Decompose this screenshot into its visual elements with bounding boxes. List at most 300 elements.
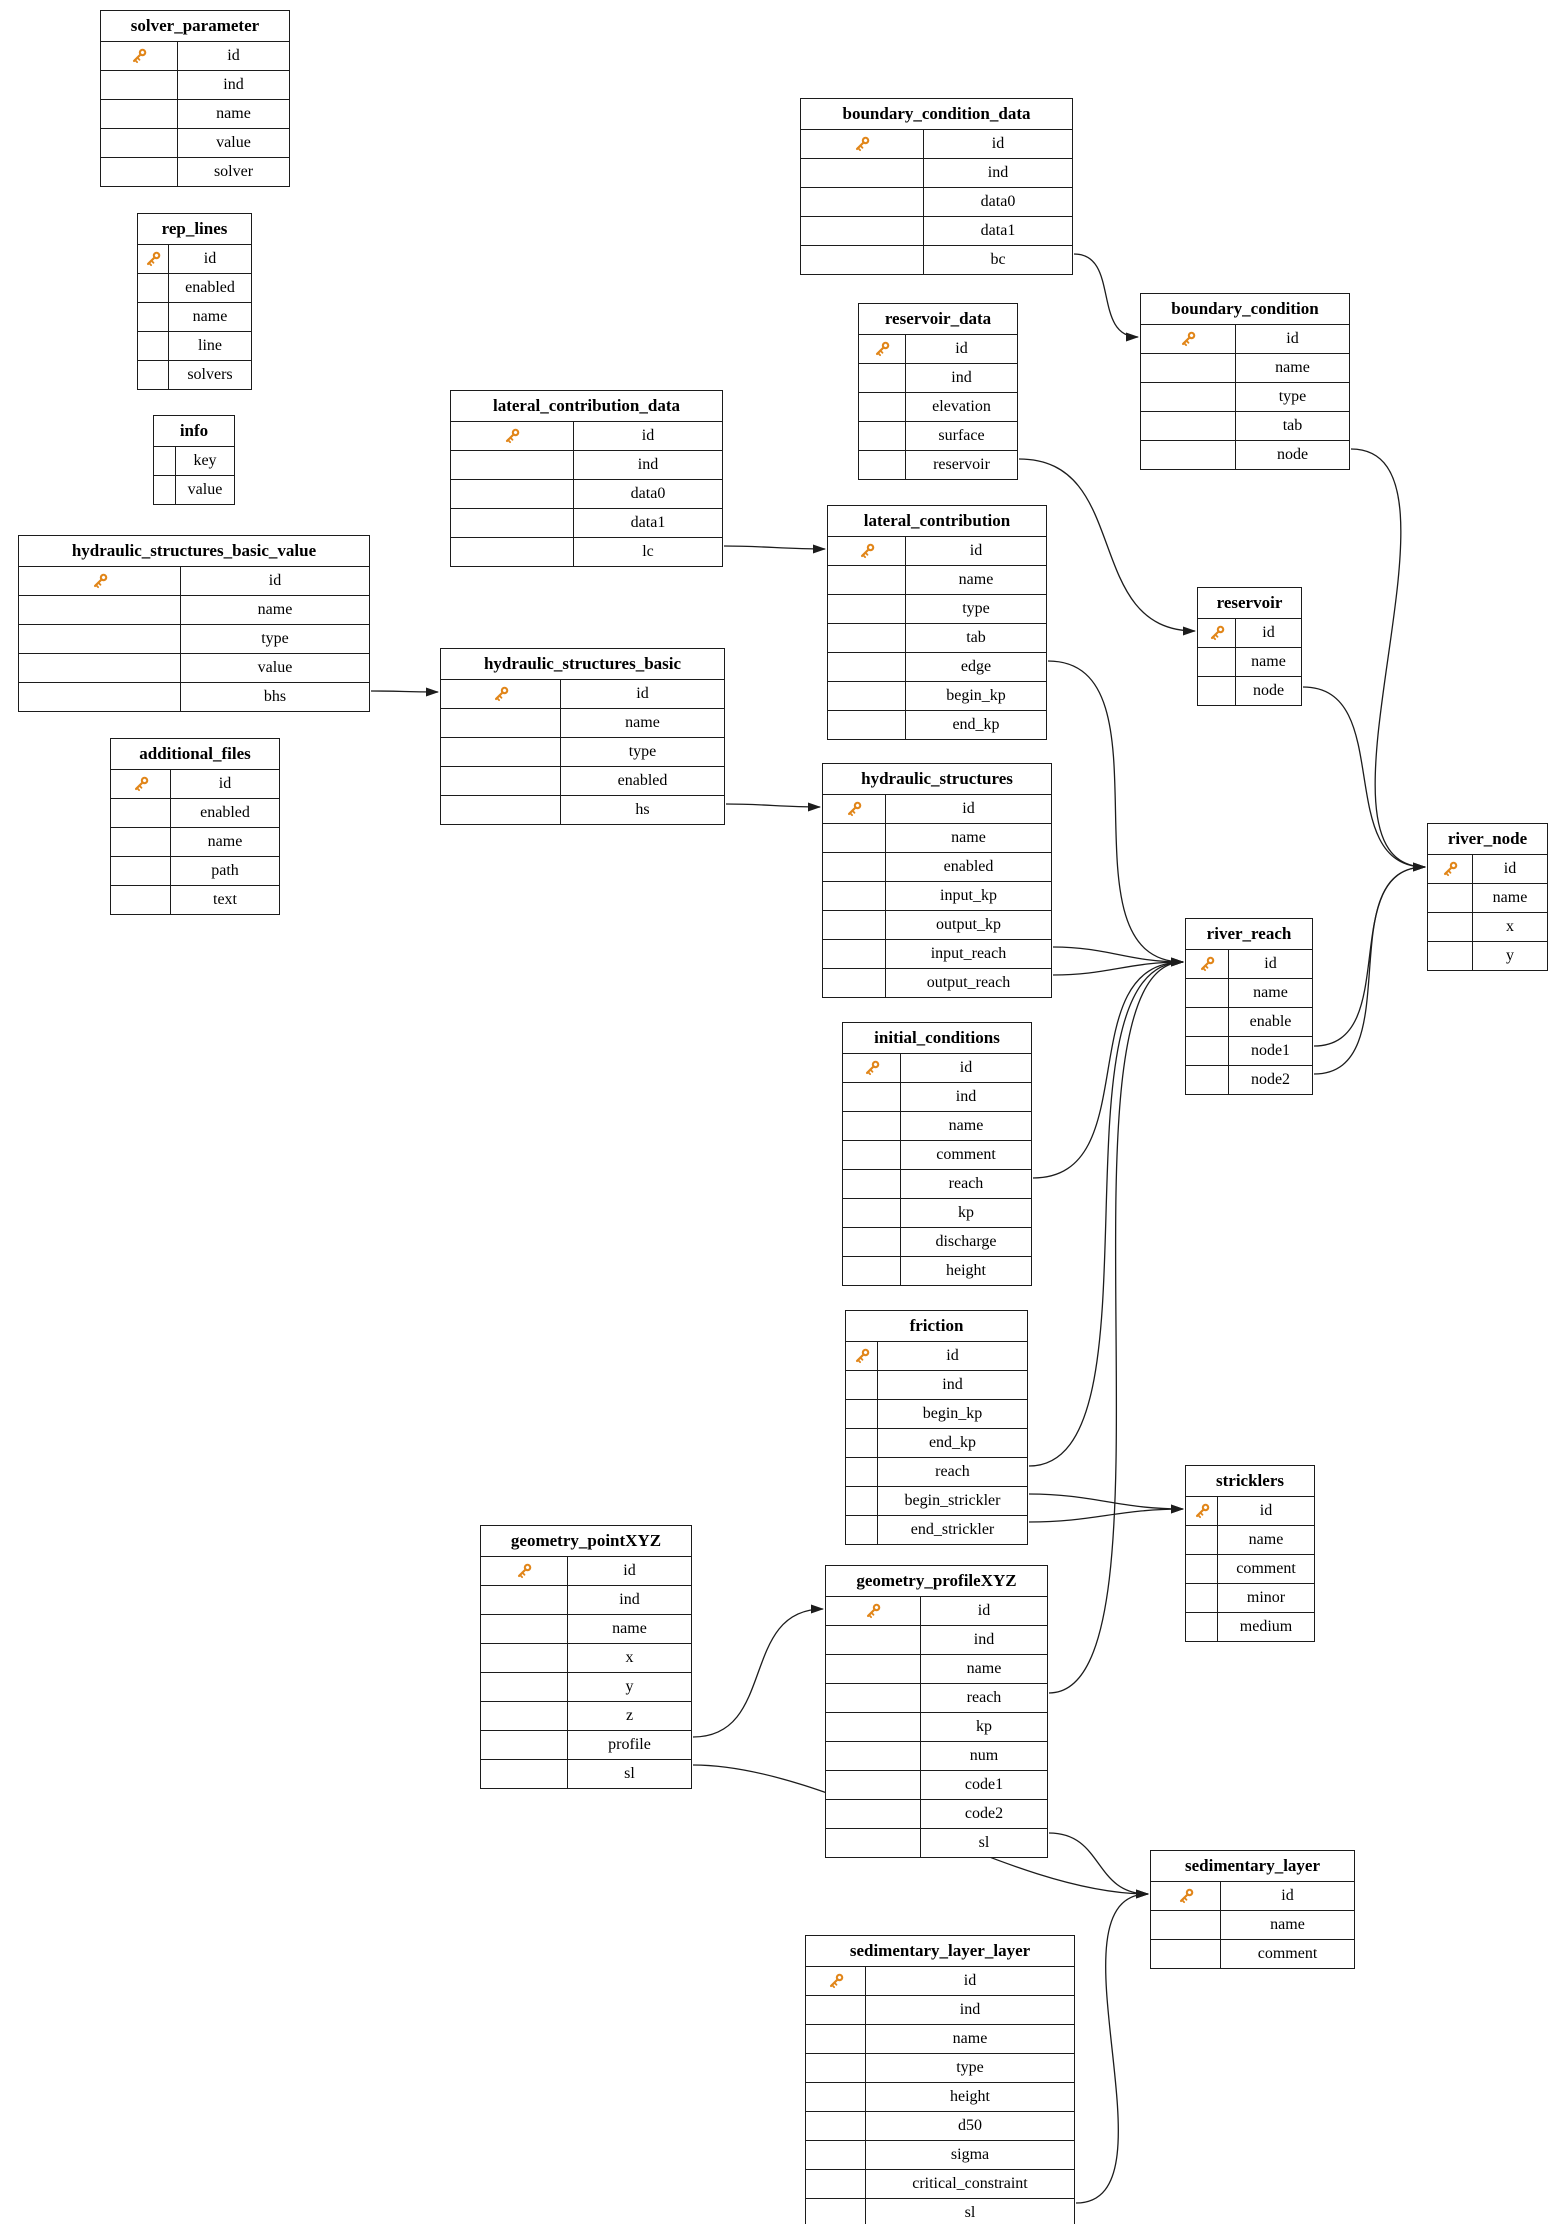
- key-cell-empty: [826, 1771, 921, 1799]
- key-cell-empty: [154, 476, 176, 504]
- column-initial_conditions-height: height: [946, 1262, 986, 1279]
- table-lateral_contribution: [827, 505, 1047, 740]
- key-cell-empty: [111, 886, 171, 914]
- column-geometry_profileXYZ-id: id: [977, 1602, 991, 1619]
- key-cell-empty: [138, 361, 169, 389]
- table-row: [826, 1684, 1047, 1713]
- table-row: [843, 1228, 1031, 1257]
- table-title-reservoir_data: reservoir_data: [859, 304, 1017, 335]
- key-cell-empty: [846, 1429, 878, 1457]
- column-reservoir_data-elevation: elevation: [932, 398, 991, 415]
- column-sedimentary_layer-name: name: [1270, 1916, 1305, 1933]
- column-hydraulic_structures_basic_value-bhs: bhs: [263, 688, 287, 705]
- table-row: [19, 683, 369, 711]
- primary-key-cell: [138, 245, 169, 273]
- table-row: [1186, 1037, 1312, 1066]
- key-cell-empty: [19, 596, 181, 624]
- column-geometry_pointXYZ-ind: ind: [619, 1591, 640, 1608]
- key-cell-empty: [138, 332, 169, 360]
- fk-edge-boundary_condition_data-bc-to-boundary_condition: [1074, 254, 1138, 337]
- table-row: [823, 882, 1051, 911]
- key-cell-empty: [1141, 354, 1236, 382]
- primary-key-cell: [101, 42, 178, 70]
- table-rep_lines: [137, 213, 252, 390]
- key-cell-empty: [481, 1673, 568, 1701]
- table-row: [111, 770, 279, 799]
- table-row: [859, 335, 1017, 364]
- column-river_reach-enable: enable: [1249, 1013, 1292, 1030]
- key-cell-empty: [19, 683, 181, 711]
- column-geometry_pointXYZ-x: x: [625, 1649, 634, 1666]
- column-hydraulic_structures-output_reach: output_reach: [926, 974, 1011, 991]
- primary-key-cell: [111, 770, 171, 798]
- column-lateral_contribution-edge: edge: [960, 658, 992, 675]
- table-row: [1186, 1497, 1314, 1526]
- table-title-boundary_condition: boundary_condition: [1141, 294, 1349, 325]
- key-cell-empty: [823, 824, 886, 852]
- table-row: [1186, 1584, 1314, 1613]
- fk-edge-friction-end_strickler-to-stricklers: [1029, 1509, 1183, 1522]
- table-row: [481, 1557, 691, 1586]
- key-cell-empty: [823, 940, 886, 968]
- primary-key-icon: [1197, 954, 1217, 974]
- table-title-solver_parameter: solver_parameter: [101, 11, 289, 42]
- primary-key-icon: [514, 1561, 534, 1581]
- column-geometry_profileXYZ-code2: code2: [964, 1805, 1004, 1822]
- table-title-geometry_profileXYZ: geometry_profileXYZ: [826, 1566, 1047, 1597]
- table-row: [806, 2112, 1074, 2141]
- column-lateral_contribution-type: type: [962, 600, 990, 617]
- column-stricklers-medium: medium: [1239, 1618, 1293, 1635]
- key-cell-empty: [441, 709, 561, 737]
- table-row: [1428, 884, 1547, 913]
- table-title-reservoir: reservoir: [1198, 588, 1301, 619]
- column-hydraulic_structures_basic_value-name: name: [257, 601, 293, 618]
- primary-key-cell: [826, 1597, 921, 1625]
- column-hydraulic_structures_basic-enabled: enabled: [617, 772, 668, 789]
- table-river_reach: [1185, 918, 1313, 1095]
- column-stricklers-id: id: [1259, 1502, 1273, 1519]
- primary-key-cell: [823, 795, 886, 823]
- table-row: [1186, 1066, 1312, 1094]
- table-title-boundary_condition_data: boundary_condition_data: [801, 99, 1072, 130]
- key-cell-empty: [1428, 884, 1473, 912]
- table-row: [806, 1996, 1074, 2025]
- table-row: [859, 393, 1017, 422]
- table-row: [823, 940, 1051, 969]
- key-cell-empty: [859, 422, 906, 450]
- key-cell-empty: [806, 2112, 866, 2140]
- key-cell-empty: [451, 480, 574, 508]
- table-row: [828, 537, 1046, 566]
- table-row: [101, 158, 289, 186]
- column-geometry_pointXYZ-z: z: [625, 1707, 634, 1724]
- table-title-sedimentary_layer: sedimentary_layer: [1151, 1851, 1354, 1882]
- table-row: [806, 2083, 1074, 2112]
- primary-key-icon: [1207, 623, 1227, 643]
- table-row: [801, 130, 1072, 159]
- table-reservoir_data: [858, 303, 1018, 480]
- column-rep_lines-solvers: solvers: [187, 366, 233, 383]
- key-cell-empty: [1186, 1584, 1218, 1612]
- primary-key-icon: [826, 1971, 846, 1991]
- column-geometry_profileXYZ-reach: reach: [966, 1689, 1002, 1706]
- primary-key-icon: [1178, 329, 1198, 349]
- primary-key-icon: [872, 339, 892, 359]
- table-row: [843, 1112, 1031, 1141]
- column-geometry_profileXYZ-ind: ind: [973, 1631, 995, 1648]
- column-friction-id: id: [946, 1347, 959, 1364]
- table-row: [1186, 950, 1312, 979]
- table-row: [859, 422, 1017, 451]
- table-hydraulic_structures_basic_value: [18, 535, 370, 712]
- table-row: [826, 1626, 1047, 1655]
- key-cell-empty: [19, 625, 181, 653]
- column-hydraulic_structures_basic_value-type: type: [261, 630, 289, 647]
- key-cell-empty: [826, 1655, 921, 1683]
- column-lateral_contribution_data-ind: ind: [637, 456, 659, 473]
- table-row: [801, 246, 1072, 274]
- key-cell-empty: [1141, 441, 1236, 469]
- key-cell-empty: [101, 100, 178, 128]
- key-cell-empty: [826, 1684, 921, 1712]
- table-row: [154, 447, 234, 476]
- table-row: [1141, 441, 1349, 469]
- table-row: [138, 332, 251, 361]
- key-cell-empty: [859, 364, 906, 392]
- column-initial_conditions-name: name: [948, 1117, 984, 1134]
- column-sedimentary_layer_layer-sl: sl: [964, 2204, 976, 2221]
- key-cell-empty: [843, 1083, 901, 1111]
- column-friction-end_strickler: end_strickler: [910, 1521, 995, 1538]
- column-hydraulic_structures_basic-name: name: [625, 714, 660, 731]
- column-boundary_condition_data-ind: ind: [987, 164, 1009, 181]
- column-geometry_profileXYZ-name: name: [966, 1660, 1002, 1677]
- key-cell-empty: [806, 2170, 866, 2198]
- column-river_node-y: y: [1506, 947, 1514, 964]
- column-stricklers-comment: comment: [1236, 1560, 1296, 1577]
- column-sedimentary_layer_layer-name: name: [952, 2030, 988, 2047]
- table-row: [826, 1771, 1047, 1800]
- column-rep_lines-line: line: [198, 337, 222, 354]
- column-river_reach-node1: node1: [1250, 1042, 1291, 1059]
- column-river_node-x: x: [1506, 918, 1514, 935]
- column-geometry_pointXYZ-name: name: [612, 1620, 647, 1637]
- table-row: [806, 2025, 1074, 2054]
- primary-key-icon: [844, 799, 864, 819]
- key-cell-empty: [101, 71, 178, 99]
- column-solver_parameter-ind: ind: [223, 76, 244, 93]
- key-cell-empty: [846, 1400, 878, 1428]
- key-cell-empty: [1141, 412, 1236, 440]
- key-cell-empty: [1186, 1037, 1229, 1065]
- column-friction-begin_strickler: begin_strickler: [904, 1492, 1001, 1509]
- table-row: [1141, 383, 1349, 412]
- table-title-hydraulic_structures: hydraulic_structures: [823, 764, 1051, 795]
- column-reservoir-node: node: [1252, 682, 1285, 699]
- key-cell-empty: [828, 653, 906, 681]
- table-row: [19, 596, 369, 625]
- key-cell-empty: [481, 1702, 568, 1730]
- column-lateral_contribution-tab: tab: [966, 629, 986, 646]
- column-boundary_condition-type: type: [1278, 388, 1307, 405]
- primary-key-cell: [806, 1967, 866, 1995]
- primary-key-icon: [852, 1346, 872, 1366]
- primary-key-cell: [1186, 1497, 1218, 1525]
- column-hydraulic_structures-enabled: enabled: [943, 858, 994, 875]
- table-row: [451, 451, 722, 480]
- table-stricklers: [1185, 1465, 1315, 1642]
- primary-key-icon: [1176, 1886, 1196, 1906]
- column-rep_lines-name: name: [192, 308, 228, 325]
- table-row: [806, 2141, 1074, 2170]
- key-cell-empty: [823, 853, 886, 881]
- table-row: [828, 682, 1046, 711]
- table-row: [826, 1742, 1047, 1771]
- column-lateral_contribution-name: name: [958, 571, 994, 588]
- column-hydraulic_structures-name: name: [951, 829, 986, 846]
- table-row: [846, 1458, 1027, 1487]
- table-row: [823, 969, 1051, 997]
- primary-key-cell: [1141, 325, 1236, 353]
- column-hydraulic_structures_basic_value-value: value: [257, 659, 293, 676]
- column-lateral_contribution_data-id: id: [641, 427, 655, 444]
- column-additional_files-path: path: [211, 862, 239, 879]
- primary-key-icon: [502, 426, 522, 446]
- key-cell-empty: [1151, 1940, 1221, 1968]
- key-cell-empty: [843, 1257, 901, 1285]
- table-solver_parameter: [100, 10, 290, 187]
- table-title-river_node: river_node: [1428, 824, 1547, 855]
- table-row: [828, 653, 1046, 682]
- table-title-initial_conditions: initial_conditions: [843, 1023, 1031, 1054]
- table-row: [801, 159, 1072, 188]
- column-additional_files-enabled: enabled: [200, 804, 250, 821]
- column-geometry_profileXYZ-code1: code1: [964, 1776, 1004, 1793]
- column-boundary_condition-node: node: [1276, 446, 1309, 463]
- primary-key-cell: [1151, 1882, 1221, 1910]
- column-stricklers-name: name: [1248, 1531, 1284, 1548]
- column-rep_lines-id: id: [203, 250, 217, 267]
- column-boundary_condition_data-data1: data1: [980, 222, 1016, 239]
- column-friction-ind: ind: [942, 1376, 963, 1393]
- column-lateral_contribution-begin_kp: begin_kp: [946, 687, 1006, 704]
- key-cell-empty: [111, 828, 171, 856]
- key-cell-empty: [859, 451, 906, 479]
- key-cell-empty: [846, 1371, 878, 1399]
- table-row: [826, 1800, 1047, 1829]
- column-reservoir-name: name: [1251, 653, 1286, 670]
- primary-key-cell: [1428, 855, 1473, 883]
- column-initial_conditions-reach: reach: [948, 1175, 984, 1192]
- key-cell-empty: [823, 882, 886, 910]
- fk-edge-lateral_contribution_data-lc-to-lateral_contribution: [724, 546, 825, 549]
- column-reservoir_data-ind: ind: [951, 369, 972, 386]
- column-geometry_pointXYZ-sl: sl: [624, 1765, 635, 1782]
- key-cell-empty: [1141, 383, 1236, 411]
- key-cell-empty: [823, 911, 886, 939]
- column-hydraulic_structures-output_kp: output_kp: [936, 916, 1001, 933]
- column-initial_conditions-kp: kp: [958, 1204, 974, 1221]
- column-river_reach-node2: node2: [1250, 1071, 1291, 1088]
- column-geometry_profileXYZ-sl: sl: [978, 1834, 990, 1851]
- primary-key-icon: [90, 571, 110, 591]
- table-row: [1428, 855, 1547, 884]
- primary-key-icon: [143, 249, 163, 269]
- table-row: [1198, 648, 1301, 677]
- primary-key-cell: [1198, 619, 1236, 647]
- table-row: [843, 1083, 1031, 1112]
- key-cell-empty: [1198, 648, 1236, 676]
- primary-key-icon: [129, 46, 149, 66]
- key-cell-empty: [801, 188, 924, 216]
- table-row: [1428, 942, 1547, 970]
- table-row: [441, 767, 724, 796]
- column-boundary_condition-name: name: [1275, 359, 1310, 376]
- fk-edge-sedimentary_layer_layer-sl-to-sedimentary_layer: [1076, 1894, 1148, 2203]
- column-solver_parameter-name: name: [216, 105, 251, 122]
- column-sedimentary_layer_layer-ind: ind: [959, 2001, 981, 2018]
- primary-key-cell: [481, 1557, 568, 1585]
- column-lateral_contribution_data-lc: lc: [642, 543, 654, 560]
- primary-key-cell: [441, 680, 561, 708]
- column-additional_files-text: text: [213, 891, 237, 908]
- column-boundary_condition_data-data0: data0: [980, 193, 1016, 210]
- column-initial_conditions-discharge: discharge: [935, 1233, 997, 1250]
- column-hydraulic_structures-id: id: [962, 800, 975, 817]
- column-sedimentary_layer-id: id: [1281, 1887, 1294, 1904]
- table-row: [481, 1731, 691, 1760]
- column-geometry_pointXYZ-y: y: [625, 1678, 634, 1695]
- primary-key-icon: [857, 541, 877, 561]
- table-row: [481, 1760, 691, 1788]
- table-title-sedimentary_layer_layer: sedimentary_layer_layer: [806, 1936, 1074, 1967]
- table-row: [1186, 1555, 1314, 1584]
- key-cell-empty: [101, 158, 178, 186]
- table-title-geometry_pointXYZ: geometry_pointXYZ: [481, 1526, 691, 1557]
- key-cell-empty: [1186, 1613, 1218, 1641]
- fk-edge-reservoir-node-to-river_node: [1303, 687, 1425, 867]
- table-row: [1186, 1526, 1314, 1555]
- table-row: [441, 796, 724, 824]
- key-cell-empty: [826, 1800, 921, 1828]
- table-river_node: [1427, 823, 1548, 971]
- column-geometry_pointXYZ-id: id: [623, 1562, 636, 1579]
- column-lateral_contribution-id: id: [969, 542, 983, 559]
- column-additional_files-name: name: [207, 833, 243, 850]
- key-cell-empty: [1186, 1066, 1229, 1094]
- table-friction: [845, 1310, 1028, 1545]
- table-row: [828, 711, 1046, 739]
- table-row: [138, 274, 251, 303]
- table-boundary_condition: [1140, 293, 1350, 470]
- table-row: [19, 625, 369, 654]
- column-rep_lines-enabled: enabled: [185, 279, 235, 296]
- column-boundary_condition_data-id: id: [991, 135, 1005, 152]
- table-row: [481, 1702, 691, 1731]
- table-row: [801, 217, 1072, 246]
- table-title-stricklers: stricklers: [1186, 1466, 1314, 1497]
- column-solver_parameter-solver: solver: [213, 163, 254, 180]
- key-cell-empty: [481, 1760, 568, 1788]
- key-cell-empty: [828, 566, 906, 594]
- fk-edge-boundary_condition-node-to-river_node: [1351, 449, 1425, 867]
- primary-key-icon: [862, 1058, 882, 1078]
- column-additional_files-id: id: [218, 775, 232, 792]
- table-row: [111, 886, 279, 914]
- table-row: [441, 709, 724, 738]
- primary-key-cell: [828, 537, 906, 565]
- primary-key-cell: [801, 130, 924, 158]
- fk-edge-friction-begin_strickler-to-stricklers: [1029, 1494, 1183, 1509]
- table-row: [826, 1655, 1047, 1684]
- column-solver_parameter-value: value: [216, 134, 251, 151]
- table-row: [828, 595, 1046, 624]
- primary-key-cell: [859, 335, 906, 363]
- key-cell-empty: [846, 1516, 878, 1544]
- table-title-friction: friction: [846, 1311, 1027, 1342]
- column-sedimentary_layer_layer-d50: d50: [958, 2117, 982, 2134]
- table-row: [806, 1967, 1074, 1996]
- column-friction-end_kp: end_kp: [928, 1434, 977, 1451]
- table-row: [846, 1371, 1027, 1400]
- table-row: [154, 476, 234, 504]
- column-sedimentary_layer_layer-sigma: sigma: [950, 2146, 990, 2163]
- fk-edge-geometry_profileXYZ-sl-to-sedimentary_layer: [1049, 1833, 1148, 1894]
- key-cell-empty: [138, 303, 169, 331]
- key-cell-empty: [806, 2199, 866, 2224]
- column-initial_conditions-ind: ind: [955, 1088, 977, 1105]
- table-row: [111, 799, 279, 828]
- column-geometry_profileXYZ-kp: kp: [976, 1718, 992, 1735]
- table-row: [823, 795, 1051, 824]
- column-info-key: key: [193, 452, 217, 469]
- table-row: [1186, 1613, 1314, 1641]
- table-lateral_contribution_data: [450, 390, 723, 567]
- key-cell-empty: [441, 796, 561, 824]
- table-row: [1141, 325, 1349, 354]
- table-boundary_condition_data: [800, 98, 1073, 275]
- primary-key-icon: [863, 1601, 883, 1621]
- table-row: [19, 567, 369, 596]
- key-cell-empty: [826, 1742, 921, 1770]
- table-row: [111, 857, 279, 886]
- key-cell-empty: [806, 2083, 866, 2111]
- table-row: [846, 1516, 1027, 1544]
- key-cell-empty: [481, 1731, 568, 1759]
- table-title-additional_files: additional_files: [111, 739, 279, 770]
- column-sedimentary_layer_layer-height: height: [950, 2088, 990, 2105]
- key-cell-empty: [843, 1141, 901, 1169]
- key-cell-empty: [843, 1199, 901, 1227]
- table-row: [828, 624, 1046, 653]
- key-cell-empty: [846, 1487, 878, 1515]
- key-cell-empty: [481, 1644, 568, 1672]
- key-cell-empty: [801, 246, 924, 274]
- key-cell-empty: [806, 2025, 866, 2053]
- table-row: [1186, 1008, 1312, 1037]
- table-row: [138, 361, 251, 389]
- key-cell-empty: [111, 799, 171, 827]
- key-cell-empty: [843, 1228, 901, 1256]
- column-hydraulic_structures_basic_value-id: id: [268, 572, 282, 589]
- table-hydraulic_structures_basic: [440, 648, 725, 825]
- table-geometry_profileXYZ: [825, 1565, 1048, 1858]
- key-cell-empty: [1428, 942, 1473, 970]
- table-row: [843, 1054, 1031, 1083]
- key-cell-empty: [451, 451, 574, 479]
- table-title-hydraulic_structures_basic_value: hydraulic_structures_basic_value: [19, 536, 369, 567]
